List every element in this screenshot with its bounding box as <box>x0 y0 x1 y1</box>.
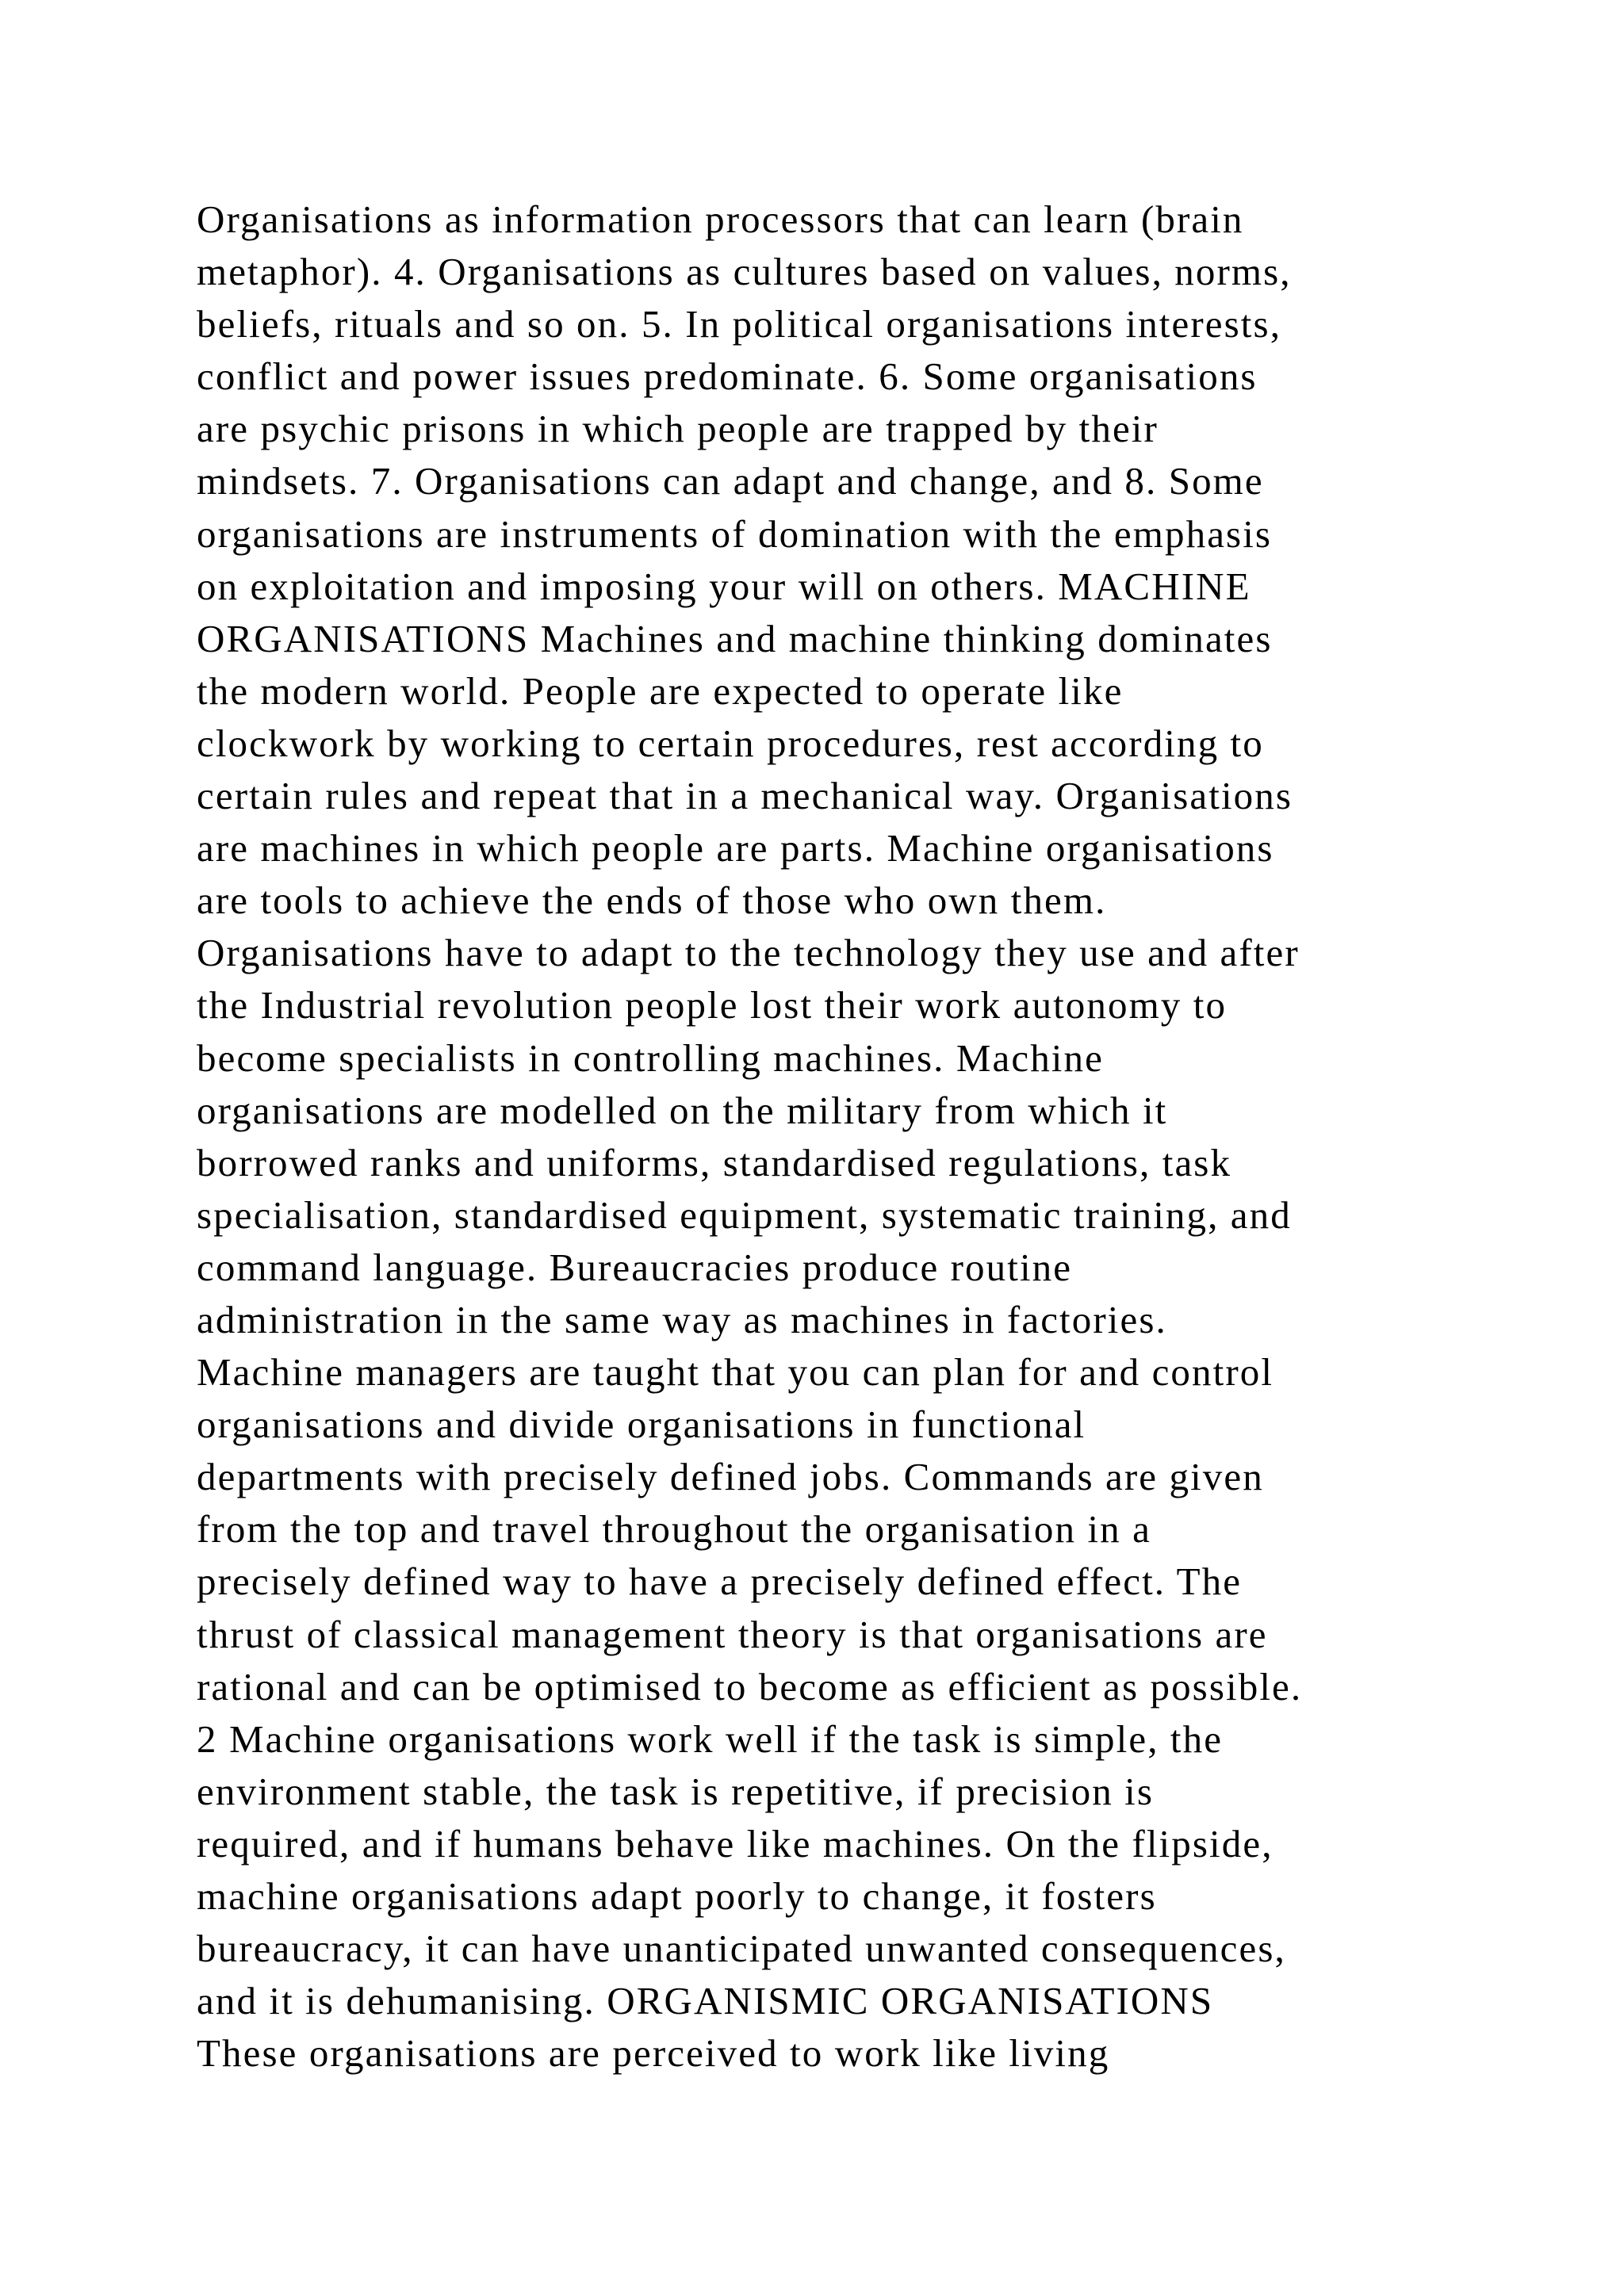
text-line: ORGANISATIONS Machines and machine thinking dominates <box>197 616 1273 660</box>
text-line: mindsets. 7. Organisations can adapt and change, and 8. Some <box>197 459 1264 503</box>
text-line: Organisations have to adapt to the technology they use and after <box>197 931 1300 975</box>
text-line: clockwork by working to certain procedures, rest according to <box>197 721 1264 765</box>
text-line: on exploitation and imposing your will on others. MACHINE <box>197 564 1251 608</box>
text-line: These organisations are perceived to work like living <box>197 2031 1110 2076</box>
text-line: Organisations as information processors that can learn (brain <box>197 197 1244 241</box>
text-line: rational and can be optimised to become as efficient as possible. <box>197 1664 1303 1709</box>
text-line: the Industrial revolution people lost their work autonomy to <box>197 983 1228 1027</box>
text-line: machine organisations adapt poorly to change, it fosters <box>197 1874 1157 1918</box>
text-line: command language. Bureaucracies produce routine <box>197 1245 1073 1289</box>
text-line: and it is dehumanising. ORGANISMIC ORGANISATIONS <box>197 1979 1214 2023</box>
text-line: beliefs, rituals and so on. 5. In political organisations interests, <box>197 302 1282 346</box>
text-line: borrowed ranks and uniforms, standardised regulations, task <box>197 1140 1232 1184</box>
text-line: are machines in which people are parts. Machine organisations <box>197 826 1274 871</box>
text-line: administration in the same way as machines in factories. <box>197 1297 1167 1341</box>
text-line: organisations are modelled on the military from which it <box>197 1088 1168 1132</box>
body-text <box>197 193 1513 2080</box>
text-line: metaphor). 4. Organisations as cultures based on values, norms, <box>197 250 1292 294</box>
text-line: bureaucracy, it can have unanticipated unwanted consequences, <box>197 1927 1286 1971</box>
text-line: environment stable, the task is repetitive, if precision is <box>197 1769 1155 1813</box>
text-line: thrust of classical management theory is that organisations are <box>197 1612 1268 1656</box>
text-line: the modern world. People are expected to operate like <box>197 668 1124 713</box>
text-line: organisations and divide organisations in functional <box>197 1402 1086 1447</box>
text-line: departments with precisely defined jobs. Commands are given <box>197 1455 1264 1499</box>
text-line: are tools to achieve the ends of those who own them. <box>197 878 1107 923</box>
text-line: conflict and power issues predominate. 6. Some organisations <box>197 354 1258 399</box>
text-line: 2 Machine organisations work well if the task is simple, the <box>197 1716 1224 1761</box>
text-line: Machine managers are taught that you can plan for and control <box>197 1350 1274 1395</box>
text-line: become specialists in controlling machines. Machine <box>197 1035 1104 1080</box>
text-line: specialisation, standardised equipment, systematic training, and <box>197 1192 1292 1237</box>
text-line: from the top and travel throughout the organisation in a <box>197 1507 1151 1552</box>
text-line: certain rules and repeat that in a mechanical way. Organisations <box>197 774 1293 818</box>
text-line: are psychic prisons in which people are trapped by their <box>197 407 1159 451</box>
text-line: organisations are instruments of domination with the emphasis <box>197 511 1273 556</box>
text-line: precisely defined way to have a precisely defined effect. The <box>197 1559 1243 1604</box>
text-line: required, and if humans behave like machines. On the flipside, <box>197 1821 1274 1866</box>
